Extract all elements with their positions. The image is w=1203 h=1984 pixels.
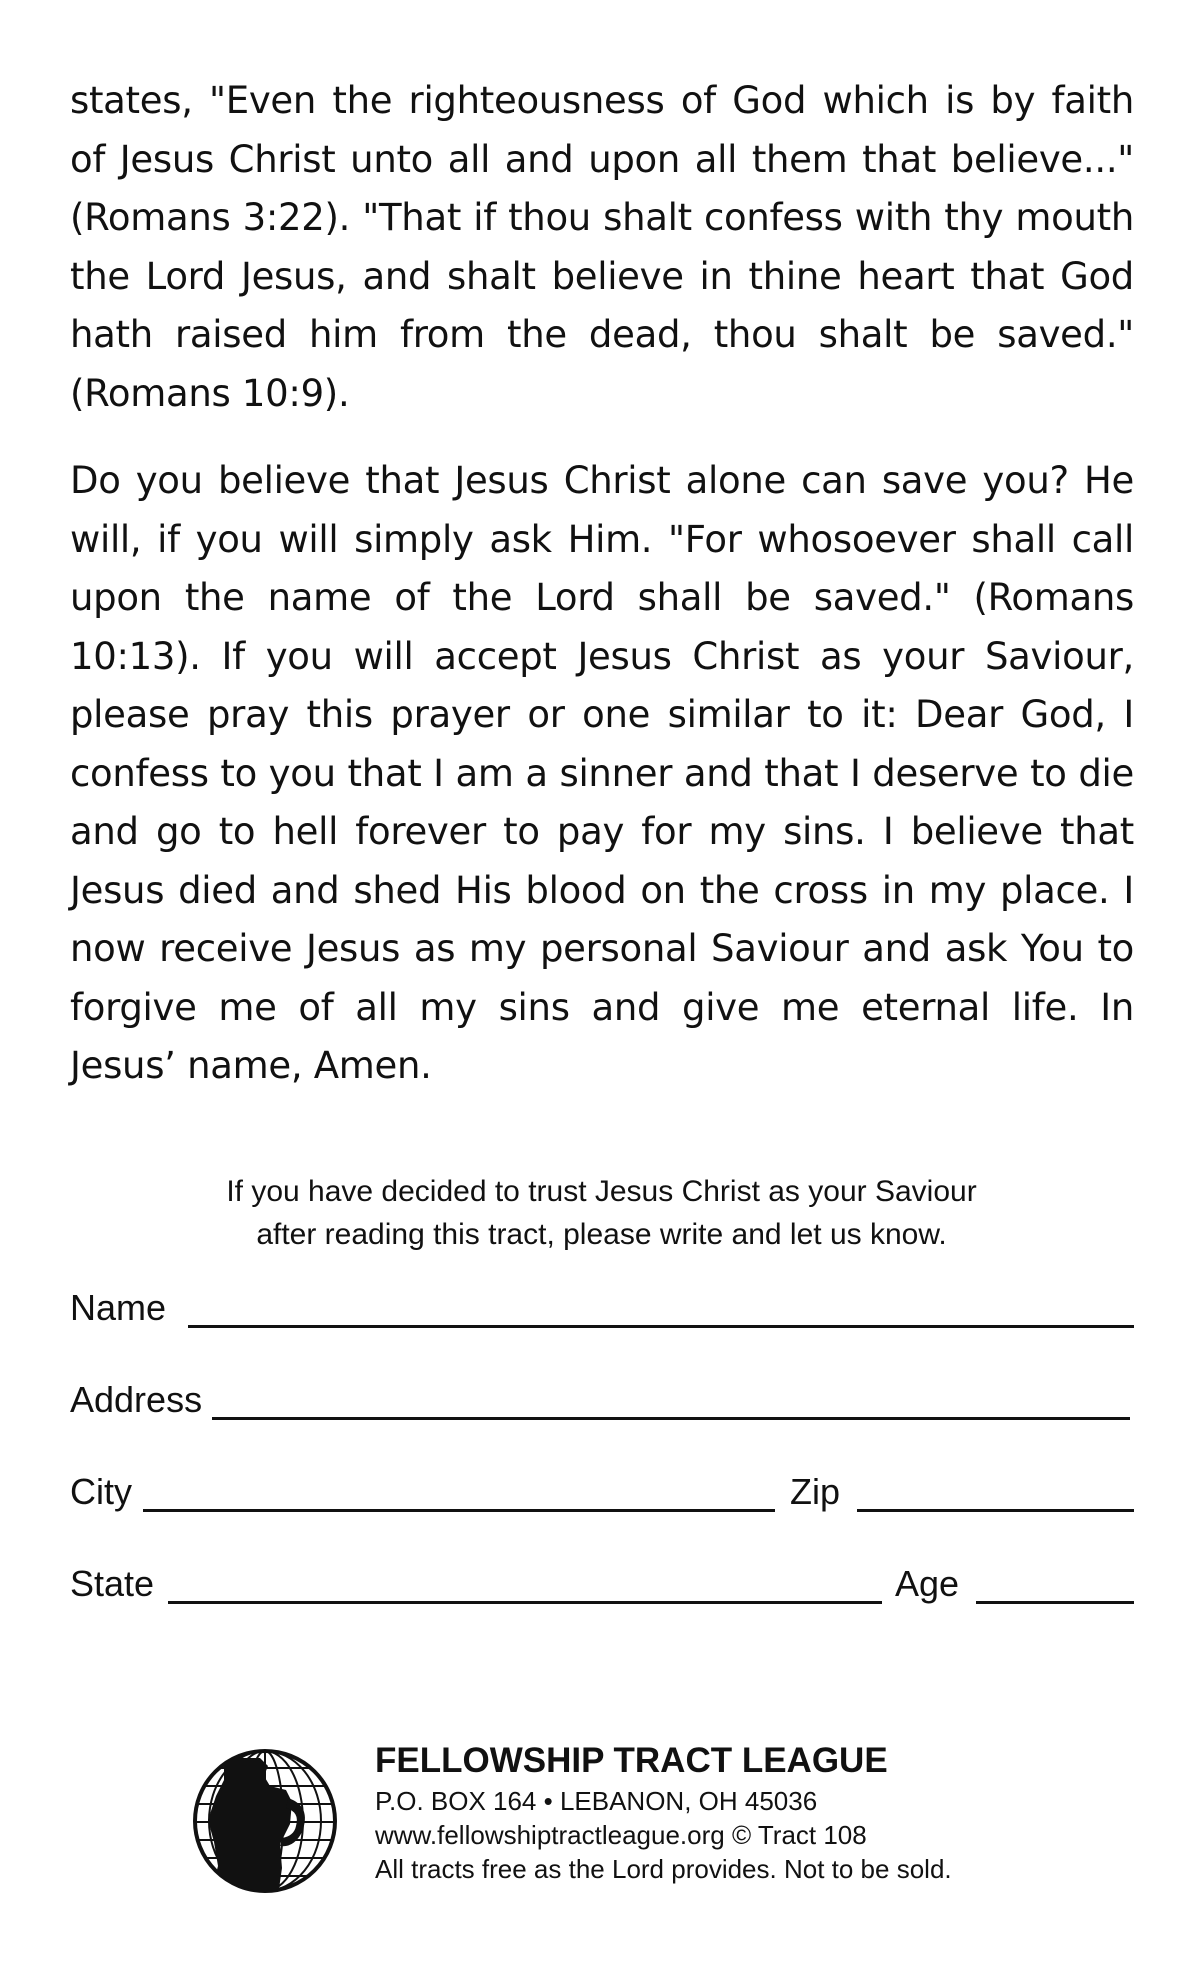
organization-website: www.fellowshiptractleague.org © Tract 108 [375, 1820, 867, 1850]
state-field[interactable] [168, 1601, 882, 1604]
response-notice [0, 1170, 1203, 1256]
city-field[interactable] [143, 1509, 775, 1512]
name-label: Name [70, 1287, 167, 1328]
notice-line-1: If you have decided to trust Jesus Christ as your Saviour [226, 1175, 977, 1208]
city-zip-row [70, 1472, 1134, 1522]
name-row [70, 1288, 1134, 1338]
name-field[interactable] [188, 1325, 1134, 1328]
state-label: State [70, 1563, 155, 1604]
age-field[interactable] [976, 1601, 1134, 1604]
zip-label: Zip [790, 1471, 841, 1512]
globe-with-pitcher-logo-icon [190, 1746, 340, 1896]
body-paragraph-2: Do you believe that Jesus Christ alone can save you? He will, if you will simply ask Him. "For whosoever shall call upon the name of the Lord shall be saved." (Romans 10:13). If you will accept Jesus Christ as your Saviour, please pray this prayer or one similar to it: Dear God, I confess to you that I am a sinner and that I deserve to die and go to hell forever to pay for my sins. I believe that Jesus died and shed His blood on the cross in my place. I now receive Jesus as my personal Saviour and ask You to forgive me of all my sins and give me eternal life. In Jesus’ name, Amen. [70, 459, 1134, 1087]
body-paragraph-1: states, "Even the righteousness of God which is by faith of Jesus Christ unto all and upon all them that believe..." (Romans 3:22). "That if thou shalt confess with thy mouth the Lord Jesus, and shalt believe in thine heart that God hath raised him from the dead, thou shalt be saved." (Romans 10:9). [70, 79, 1134, 415]
notice-line-2: after reading this tract, please write and let us know. [256, 1218, 947, 1251]
age-label: Age [895, 1563, 960, 1604]
address-row [70, 1380, 1134, 1430]
organization-name: FELLOWSHIP TRACT LEAGUE [375, 1741, 888, 1780]
zip-field[interactable] [857, 1509, 1134, 1512]
address-label: Address [70, 1379, 203, 1420]
city-label: City [70, 1471, 132, 1512]
organization-address: P.O. BOX 164 • LEBANON, OH 45036 [375, 1786, 818, 1816]
organization-info [375, 1738, 952, 1886]
organization-disclaimer: All tracts free as the Lord provides. Not to be sold. [375, 1854, 952, 1884]
state-age-row [70, 1564, 1134, 1614]
address-field[interactable] [212, 1417, 1130, 1420]
